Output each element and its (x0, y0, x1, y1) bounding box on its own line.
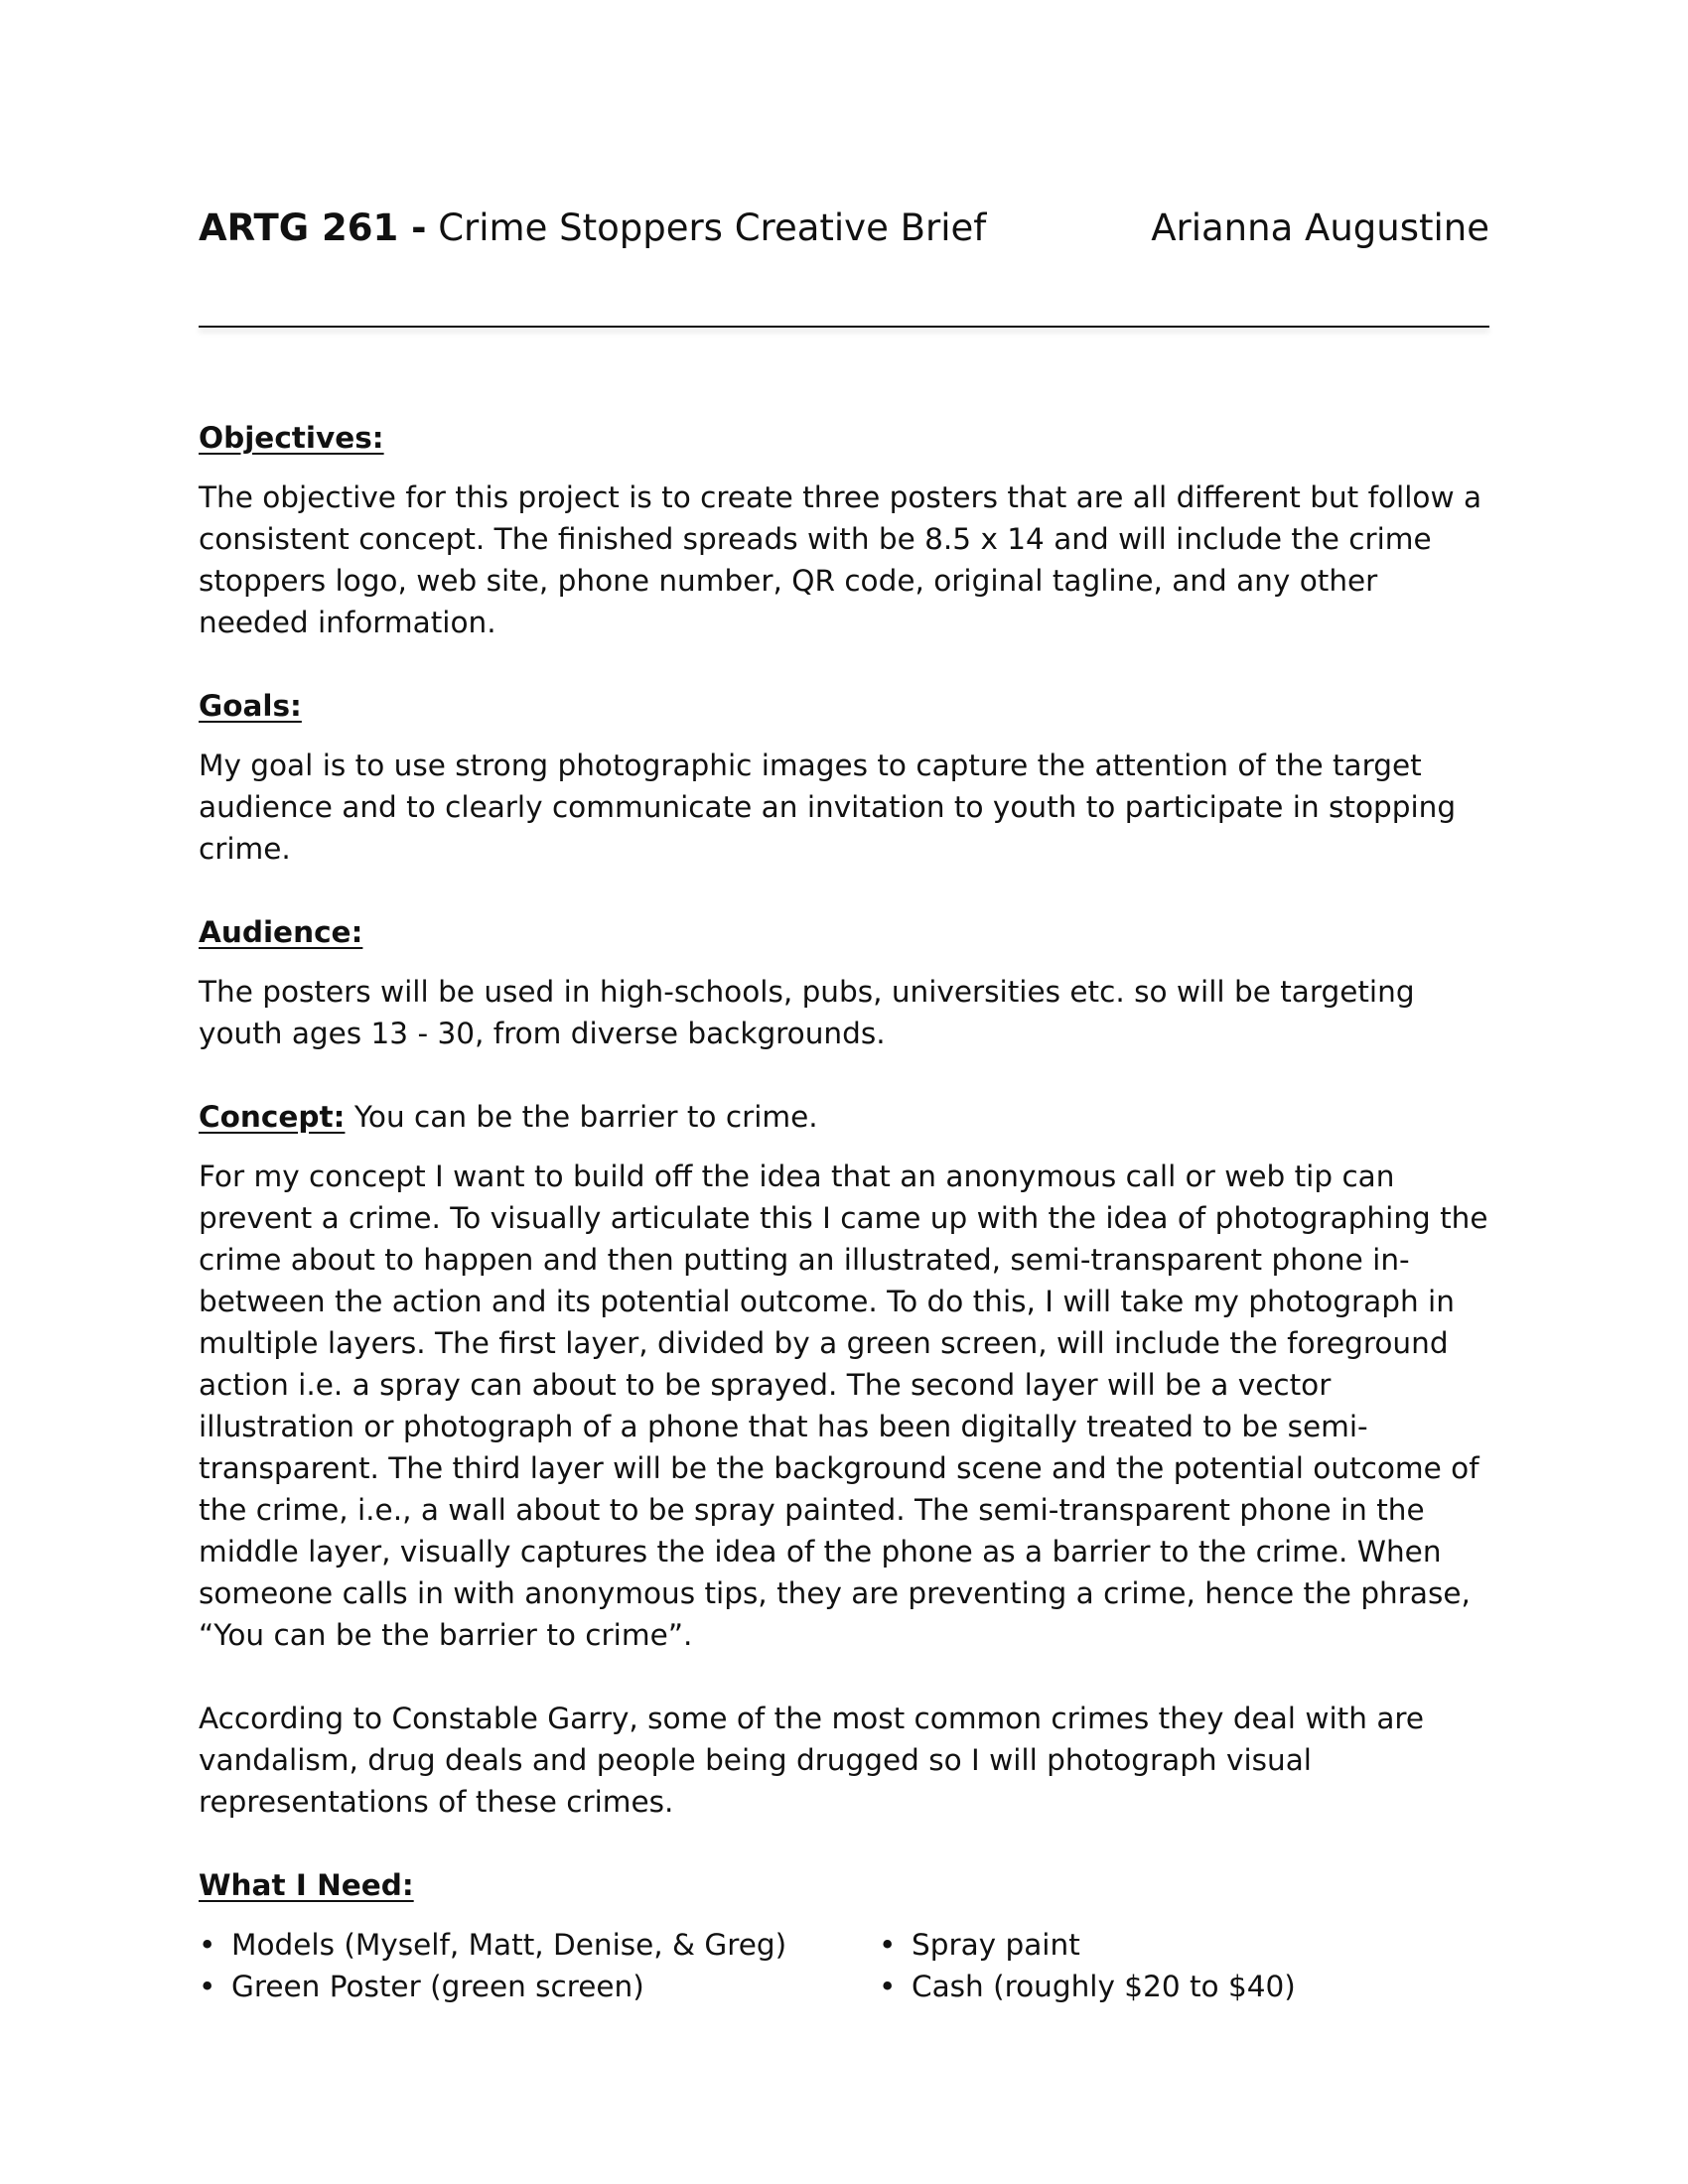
document-body (199, 417, 1489, 2007)
needs-column-right (879, 1924, 1296, 2007)
concept-tagline: You can be the barrier to crime. (353, 1100, 818, 1134)
goals-heading: Goals: (199, 689, 302, 723)
author-name: Arianna Augustine (1151, 206, 1489, 249)
needs-heading: What I Need: (199, 1868, 414, 1902)
header-divider (199, 326, 1489, 328)
audience-text: The posters will be used in high-schools, pubs, universities etc. so will be targeting youth ages 13 - 30, from diverse backgrounds. (199, 975, 1415, 1050)
objectives-heading: Objectives: (199, 421, 384, 455)
concept-text-2: According to Constable Garry, some of the most common crimes they deal with are vandalism, drug deals and people being drugged so I will photograph visual representations of these crimes. (199, 1702, 1425, 1819)
bullet-icon: • (199, 1928, 216, 1962)
needs-column-left (199, 1924, 879, 2007)
needs-list (199, 1924, 1489, 2007)
concept-heading: Concept: (199, 1100, 346, 1134)
document-title: Crime Stoppers Creative Brief (438, 206, 987, 249)
list-item: • Spray paint (879, 1924, 1296, 1966)
course-code: ARTG 261 - (199, 206, 427, 249)
list-item: • Cash (roughly $20 to $40) (879, 1966, 1296, 2007)
list-item: • Green Poster (green screen) (199, 1966, 879, 2007)
concept-line (199, 1096, 1489, 1138)
bullet-icon: • (879, 1970, 897, 2003)
audience-heading: Audience: (199, 915, 363, 949)
goals-text: My goal is to use strong photographic images to capture the attention of the target audience and to clearly communicate an invitation to youth to participate in stopping crime. (199, 749, 1457, 866)
objectives-text: The objective for this project is to create three posters that are all different but follow a consistent concept. The finished spreads with be 8.5 x 14 and will include the crime stoppers logo, web site, phone number, QR code, original tagline, and any other needed information. (199, 480, 1482, 639)
concept-text: For my concept I want to build off the idea that an anonymous call or web tip can prevent a crime. To visually articulate this I came up with the idea of photographing the crime about to happen and then putting an illustrated, semi-transparent phone in-between the action and its potential outcome. To do this, I will take my photograph in multiple layers. The first layer, divided by a green screen, will include the foreground action i.e. a spray can about to be sprayed. The second layer will be a vector illustration or photograph of a phone that has been digitally treated to be semi-transparent. The third layer will be the background scene and the potential outcome of the crime, i.e., a wall about to be spray painted. The semi-transparent phone in the middle layer, visually captures the idea of the phone as a barrier to the crime. When someone calls in with anonymous tips, they are preventing a crime, hence the phrase, “You can be the barrier to crime”. (199, 1160, 1488, 1652)
list-item: • Models (Myself, Matt, Denise, & Greg) (199, 1924, 879, 1966)
document-header (199, 199, 1489, 258)
bullet-icon: • (199, 1970, 216, 2003)
bullet-icon: • (879, 1928, 897, 1962)
